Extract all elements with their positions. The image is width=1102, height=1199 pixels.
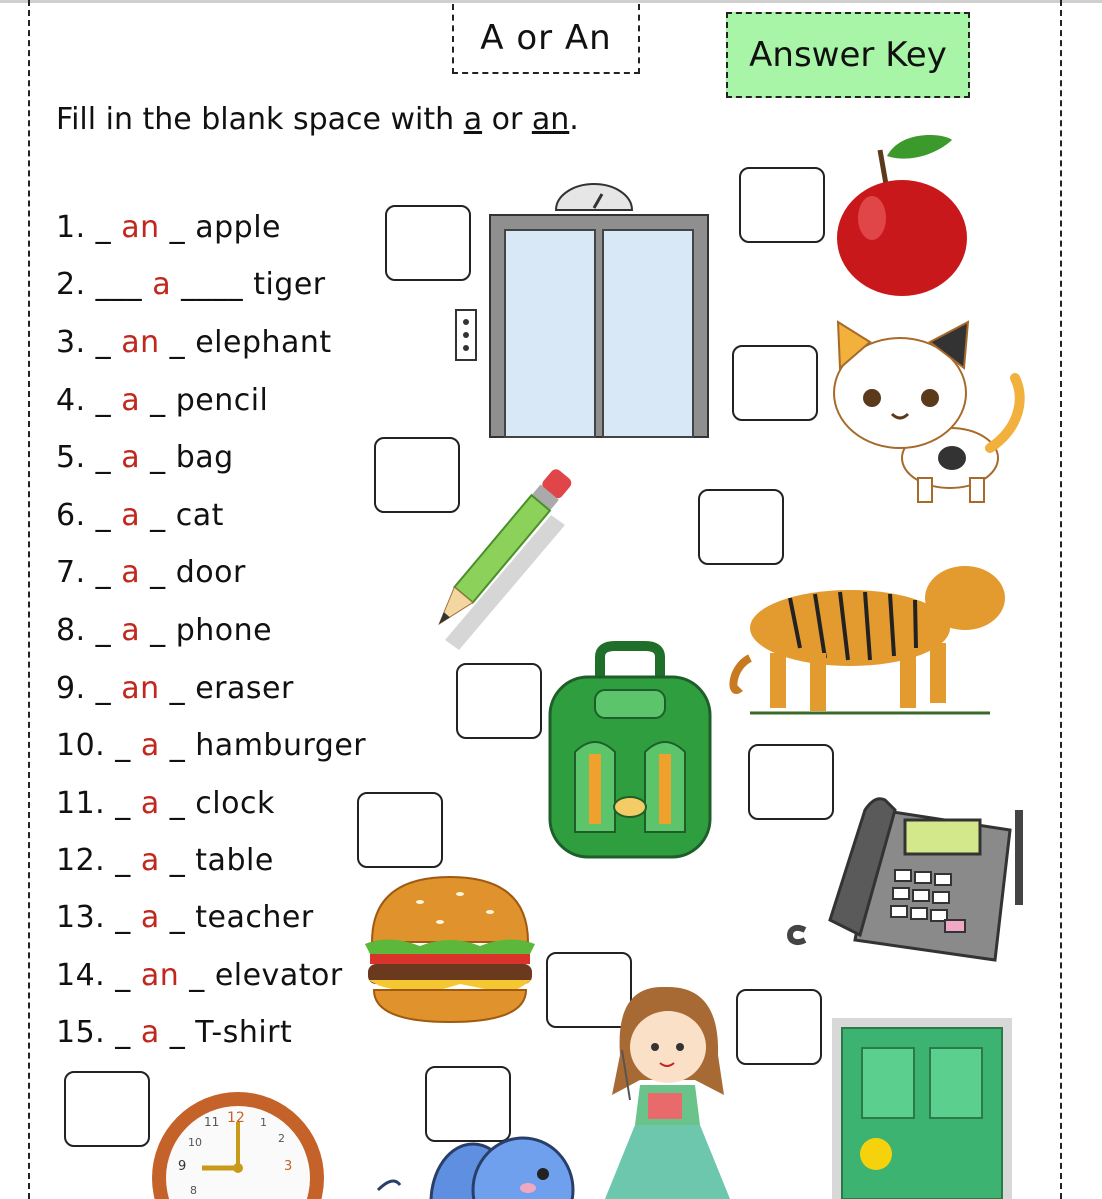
item-number: 8. [56, 613, 86, 648]
right-dashed-border [1060, 0, 1062, 1199]
list-item [56, 383, 268, 418]
answer-box[interactable] [64, 1071, 150, 1147]
teacher-face [630, 1011, 706, 1083]
item-blank: _ [95, 498, 112, 533]
worksheet-title: A or An [452, 4, 640, 74]
item-blank: _ [169, 210, 186, 245]
item-word: table [195, 843, 274, 878]
item-blank: _ [150, 555, 166, 590]
item-answer: a [121, 440, 141, 475]
list-item [56, 613, 272, 648]
item-blank: _ [169, 671, 186, 706]
item-number: 15. [56, 1015, 106, 1050]
clock-number: 8 [190, 1184, 197, 1197]
telephone-picture [785, 790, 1030, 965]
list-item [56, 958, 343, 993]
item-number: 2. [56, 267, 86, 302]
item-blank: _ [169, 786, 186, 821]
item-word: apple [195, 210, 281, 245]
instruction-text [56, 102, 579, 137]
item-word: bag [175, 440, 234, 475]
item-blank: _ [189, 958, 205, 993]
apple-leaf [887, 135, 952, 159]
item-blank: _ [95, 383, 112, 418]
answer-box[interactable] [739, 167, 825, 243]
item-blank: _ [169, 325, 186, 360]
clock-number: 12 [227, 1110, 245, 1126]
clock-number: 1 [260, 1116, 267, 1129]
elevator-door-left [505, 230, 595, 437]
item-word: elevator [214, 958, 343, 993]
item-answer: a [121, 383, 141, 418]
item-word: eraser [195, 671, 294, 706]
item-answer: an [121, 210, 160, 245]
list-item [56, 728, 366, 763]
item-number: 9. [56, 671, 86, 706]
list-item [56, 1015, 292, 1050]
instruction-suffix: . [569, 102, 579, 137]
burger-bottom-bun [374, 990, 526, 1022]
teacher-skirt [605, 1125, 730, 1199]
list-item [56, 440, 234, 475]
item-blank: _ [115, 843, 131, 878]
item-word: door [175, 555, 246, 590]
teacher-picture [600, 985, 735, 1199]
apple-body [837, 180, 967, 296]
tiger-head [925, 566, 1005, 630]
item-word: hamburger [195, 728, 367, 763]
tiger-picture [730, 548, 1015, 718]
answer-box[interactable] [357, 792, 443, 868]
item-blank: _ [169, 1015, 186, 1050]
item-blank: _ [169, 728, 186, 763]
item-number: 6. [56, 498, 86, 533]
clock-number: 3 [284, 1159, 293, 1174]
answer-box[interactable] [732, 345, 818, 421]
item-blank: _ [115, 958, 131, 993]
item-blank: _ [150, 613, 166, 648]
hamburger-picture [360, 872, 540, 1027]
instruction-option-a: a [463, 102, 483, 137]
item-number: 4. [56, 383, 86, 418]
item-blank: _ [150, 498, 166, 533]
elevator-picture [450, 170, 715, 440]
item-word: pencil [175, 383, 269, 418]
item-answer: a [152, 267, 172, 302]
cat-picture [830, 318, 1035, 508]
item-answer: an [121, 671, 160, 706]
list-item [56, 267, 326, 302]
item-number: 14. [56, 958, 106, 993]
item-blank: _ [95, 555, 112, 590]
item-number: 3. [56, 325, 86, 360]
clock-number: 9 [178, 1159, 187, 1174]
elephant-picture [378, 1130, 583, 1199]
list-item [56, 555, 246, 590]
burger-top-bun [372, 877, 528, 942]
item-number: 10. [56, 728, 106, 763]
item-blank: _ [115, 900, 131, 935]
item-blank: _ [115, 786, 131, 821]
item-blank: _ [115, 728, 131, 763]
instruction-prefix: Fill in the blank space with [56, 102, 464, 137]
item-blank: _ [95, 440, 112, 475]
item-blank: _ [169, 843, 186, 878]
clock-number: 10 [188, 1136, 202, 1149]
apple-picture [832, 128, 972, 298]
answer-box[interactable] [736, 989, 822, 1065]
item-blank: _ [169, 900, 186, 935]
item-answer: a [140, 900, 160, 935]
list-item [56, 671, 294, 706]
item-number: 7. [56, 555, 86, 590]
item-answer: a [121, 498, 141, 533]
list-item [56, 325, 332, 360]
item-answer: a [121, 613, 141, 648]
item-word: T-shirt [195, 1015, 293, 1050]
list-item [56, 900, 314, 935]
item-blank: _ [115, 1015, 131, 1050]
item-answer: a [121, 555, 141, 590]
item-blank: _ [150, 440, 166, 475]
item-word: phone [175, 613, 273, 648]
item-word: clock [195, 786, 275, 821]
item-number: 5. [56, 440, 86, 475]
instruction-option-an: an [531, 102, 570, 137]
item-number: 12. [56, 843, 106, 878]
telephone-screen [905, 820, 980, 854]
item-blank: _ [95, 210, 112, 245]
item-blank: ____ [181, 267, 244, 302]
clock-number: 11 [204, 1115, 220, 1129]
left-dashed-border [28, 0, 30, 1199]
item-answer: a [140, 786, 160, 821]
top-border [0, 0, 1102, 3]
item-answer: a [140, 1015, 160, 1050]
item-word: elephant [195, 325, 332, 360]
instruction-middle: or [482, 102, 532, 137]
item-blank: ___ [95, 267, 143, 302]
door-knob [860, 1138, 892, 1170]
item-answer: a [140, 843, 160, 878]
door-picture [832, 1018, 1012, 1199]
item-number: 13. [56, 900, 106, 935]
clock-number: 2 [278, 1132, 285, 1145]
answer-key-badge: Answer Key [726, 12, 970, 98]
item-word: tiger [253, 267, 326, 302]
item-number: 1. [56, 210, 86, 245]
item-answer: a [140, 728, 160, 763]
item-blank: _ [150, 383, 166, 418]
list-item [56, 843, 274, 878]
item-blank: _ [95, 613, 112, 648]
pencil-picture [415, 455, 580, 655]
item-blank: _ [95, 325, 112, 360]
item-number: 11. [56, 786, 106, 821]
item-answer: an [121, 325, 160, 360]
list-item [56, 786, 275, 821]
elevator-door-right [603, 230, 693, 437]
item-blank: _ [95, 671, 112, 706]
answer-box[interactable] [456, 663, 542, 739]
item-answer: an [140, 958, 180, 993]
list-item [56, 498, 224, 533]
clock-picture [150, 1090, 325, 1199]
item-word: teacher [195, 900, 314, 935]
item-word: cat [175, 498, 224, 533]
list-item [56, 210, 281, 245]
backpack-picture [545, 642, 715, 860]
